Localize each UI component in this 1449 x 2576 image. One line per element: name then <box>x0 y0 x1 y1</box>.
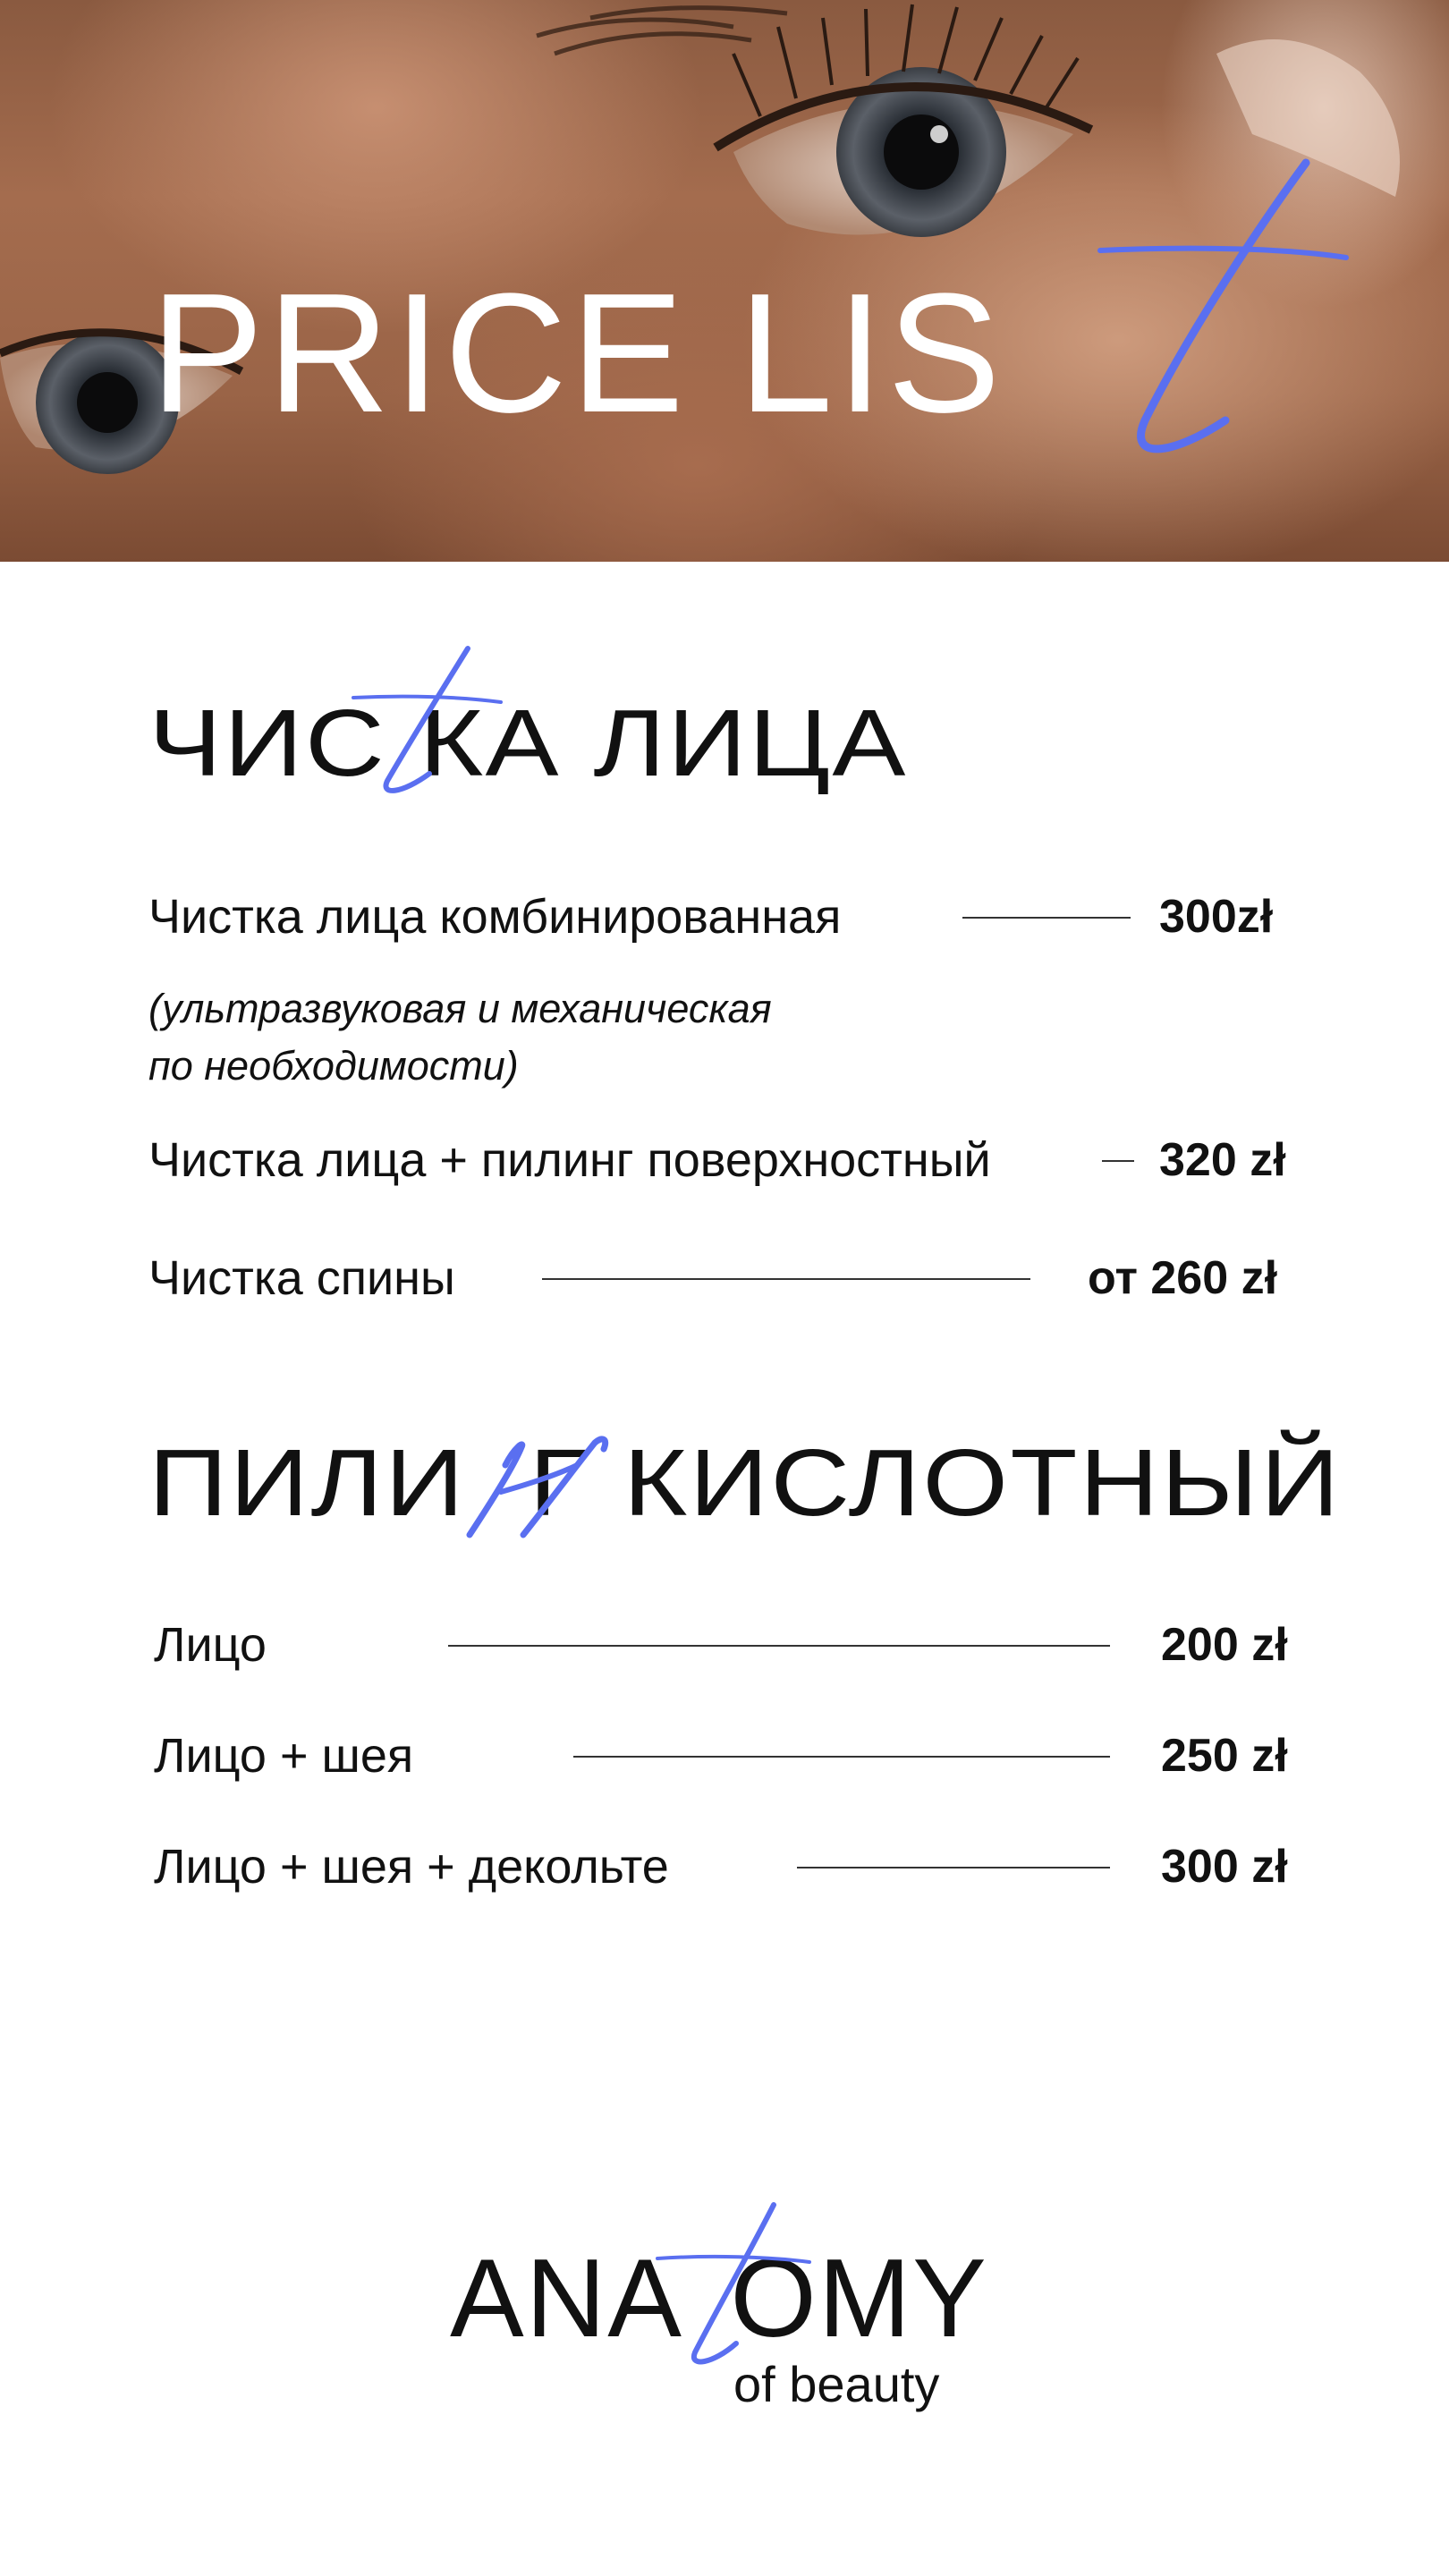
hero-banner <box>0 0 1449 562</box>
leader-line <box>573 1756 1110 1758</box>
service-name: Чистка лица комбинированная <box>148 890 842 944</box>
service-note-line: по необходимости) <box>148 1043 519 1089</box>
section-title-face-cleaning <box>148 691 908 796</box>
leader-line <box>797 1867 1110 1868</box>
price-row <box>148 1129 1311 1191</box>
service-price: 250 zł <box>1161 1730 1288 1782</box>
leader-line <box>962 917 1131 919</box>
section-title-part: КА ЛИЦА <box>419 691 908 796</box>
section-title-part: Г КИСЛОТНЫЙ <box>529 1430 1342 1536</box>
service-name: Чистка лица + пилинг поверхностный <box>148 1133 991 1187</box>
section-title-part: ПИЛИ <box>148 1430 467 1536</box>
brand-logo-subtitle: of beauty <box>733 2356 940 2412</box>
section-title-script-letter <box>466 1430 529 1536</box>
logo-part: ANA <box>450 2237 683 2360</box>
service-note-line: (ультразвуковая и механическая <box>148 986 772 1031</box>
price-row <box>148 1835 1311 1898</box>
service-name: Лицо + шея + декольте <box>154 1840 669 1894</box>
leader-line <box>542 1278 1030 1280</box>
service-name: Чистка спины <box>148 1251 455 1305</box>
service-price: 200 zł <box>1161 1619 1288 1671</box>
service-price: 300 zł <box>1161 1841 1288 1893</box>
service-price: от 260 zł <box>1088 1252 1278 1304</box>
price-row <box>148 886 1311 948</box>
service-price: 320 zł <box>1159 1134 1286 1186</box>
price-row <box>148 1724 1311 1787</box>
price-row <box>148 1614 1311 1676</box>
price-row <box>148 1247 1311 1309</box>
service-price: 300zł <box>1159 891 1274 943</box>
section-title-script-letter <box>386 691 419 796</box>
hero-title: PRICE LIS <box>150 258 1004 448</box>
service-name: Лицо + шея <box>154 1729 414 1783</box>
leader-line <box>1102 1160 1134 1162</box>
brand-logo <box>450 2237 988 2360</box>
leader-line <box>448 1645 1110 1647</box>
section-title-acid-peeling <box>148 1430 1342 1536</box>
section-title-part: ЧИС <box>148 691 387 796</box>
logo-part: OMY <box>730 2237 988 2360</box>
service-name: Лицо <box>154 1618 267 1672</box>
service-note <box>148 980 772 1095</box>
logo-script-letter <box>683 2237 730 2360</box>
